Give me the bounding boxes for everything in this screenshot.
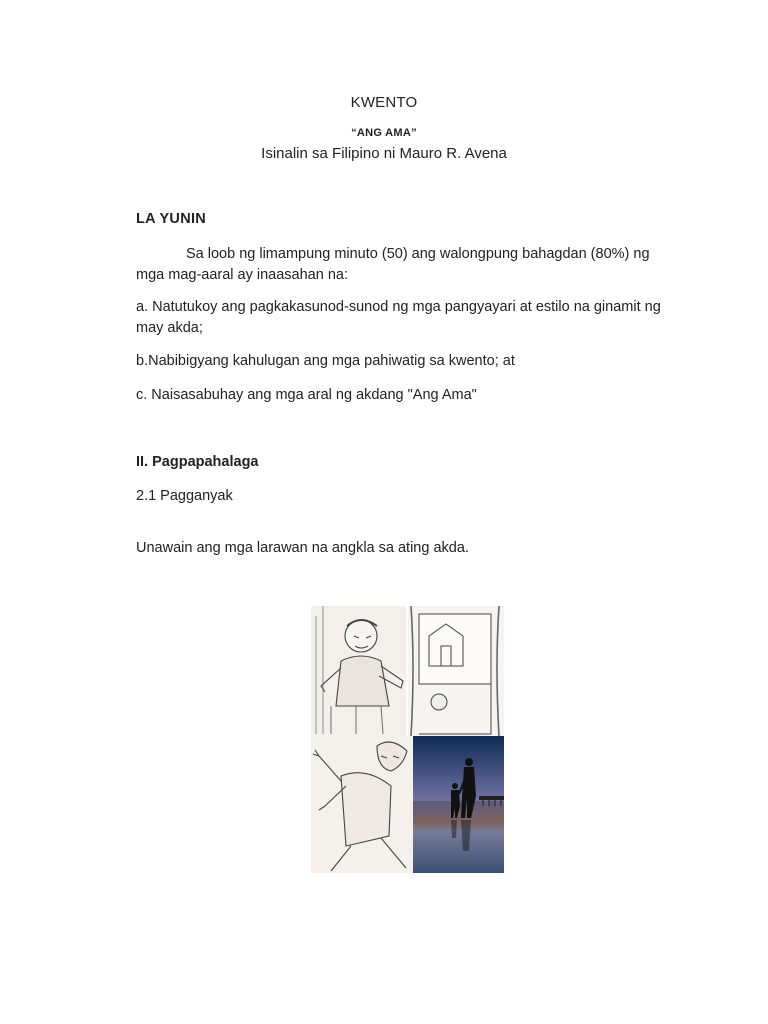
objective-c: c. Naisasabuhay ang mga aral ng akdang "Ang Ama" [136,387,477,403]
layunin-heading: LA YUNIN [136,211,207,227]
objective-a: a. Natutukoy ang pagkakasunod-sunod ng mga pangyayari at estilo na ginamit ng may akda; [136,299,661,336]
sketch-boy-falling [311,736,413,873]
translator-line: Isinalin sa Filipino ni Mauro R. Avena [261,145,507,162]
pagpapahalaga-heading: II. Pagpapahalaga [136,454,259,470]
layunin-intro: Sa loob ng limampung minuto (50) ang walongpung bahagdan (80%) ng mga mag-aaral ay inaasahan na: [136,246,650,283]
sketch-window-house [408,606,504,736]
document-label: KWENTO [350,94,418,111]
story-title: “ANG AMA” [351,127,417,139]
photo-father-child-silhouette [413,736,504,873]
sketch-angry-father [311,606,406,736]
objective-b: b.Nabibigyang kahulugan ang mga pahiwatig sa kwento; at [136,353,515,369]
pagganyak-subheading: 2.1 Pagganyak [136,488,233,504]
instruction-text: Unawain ang mga larawan na angkla sa ating akda. [136,540,469,556]
illustration-collage [311,606,504,873]
